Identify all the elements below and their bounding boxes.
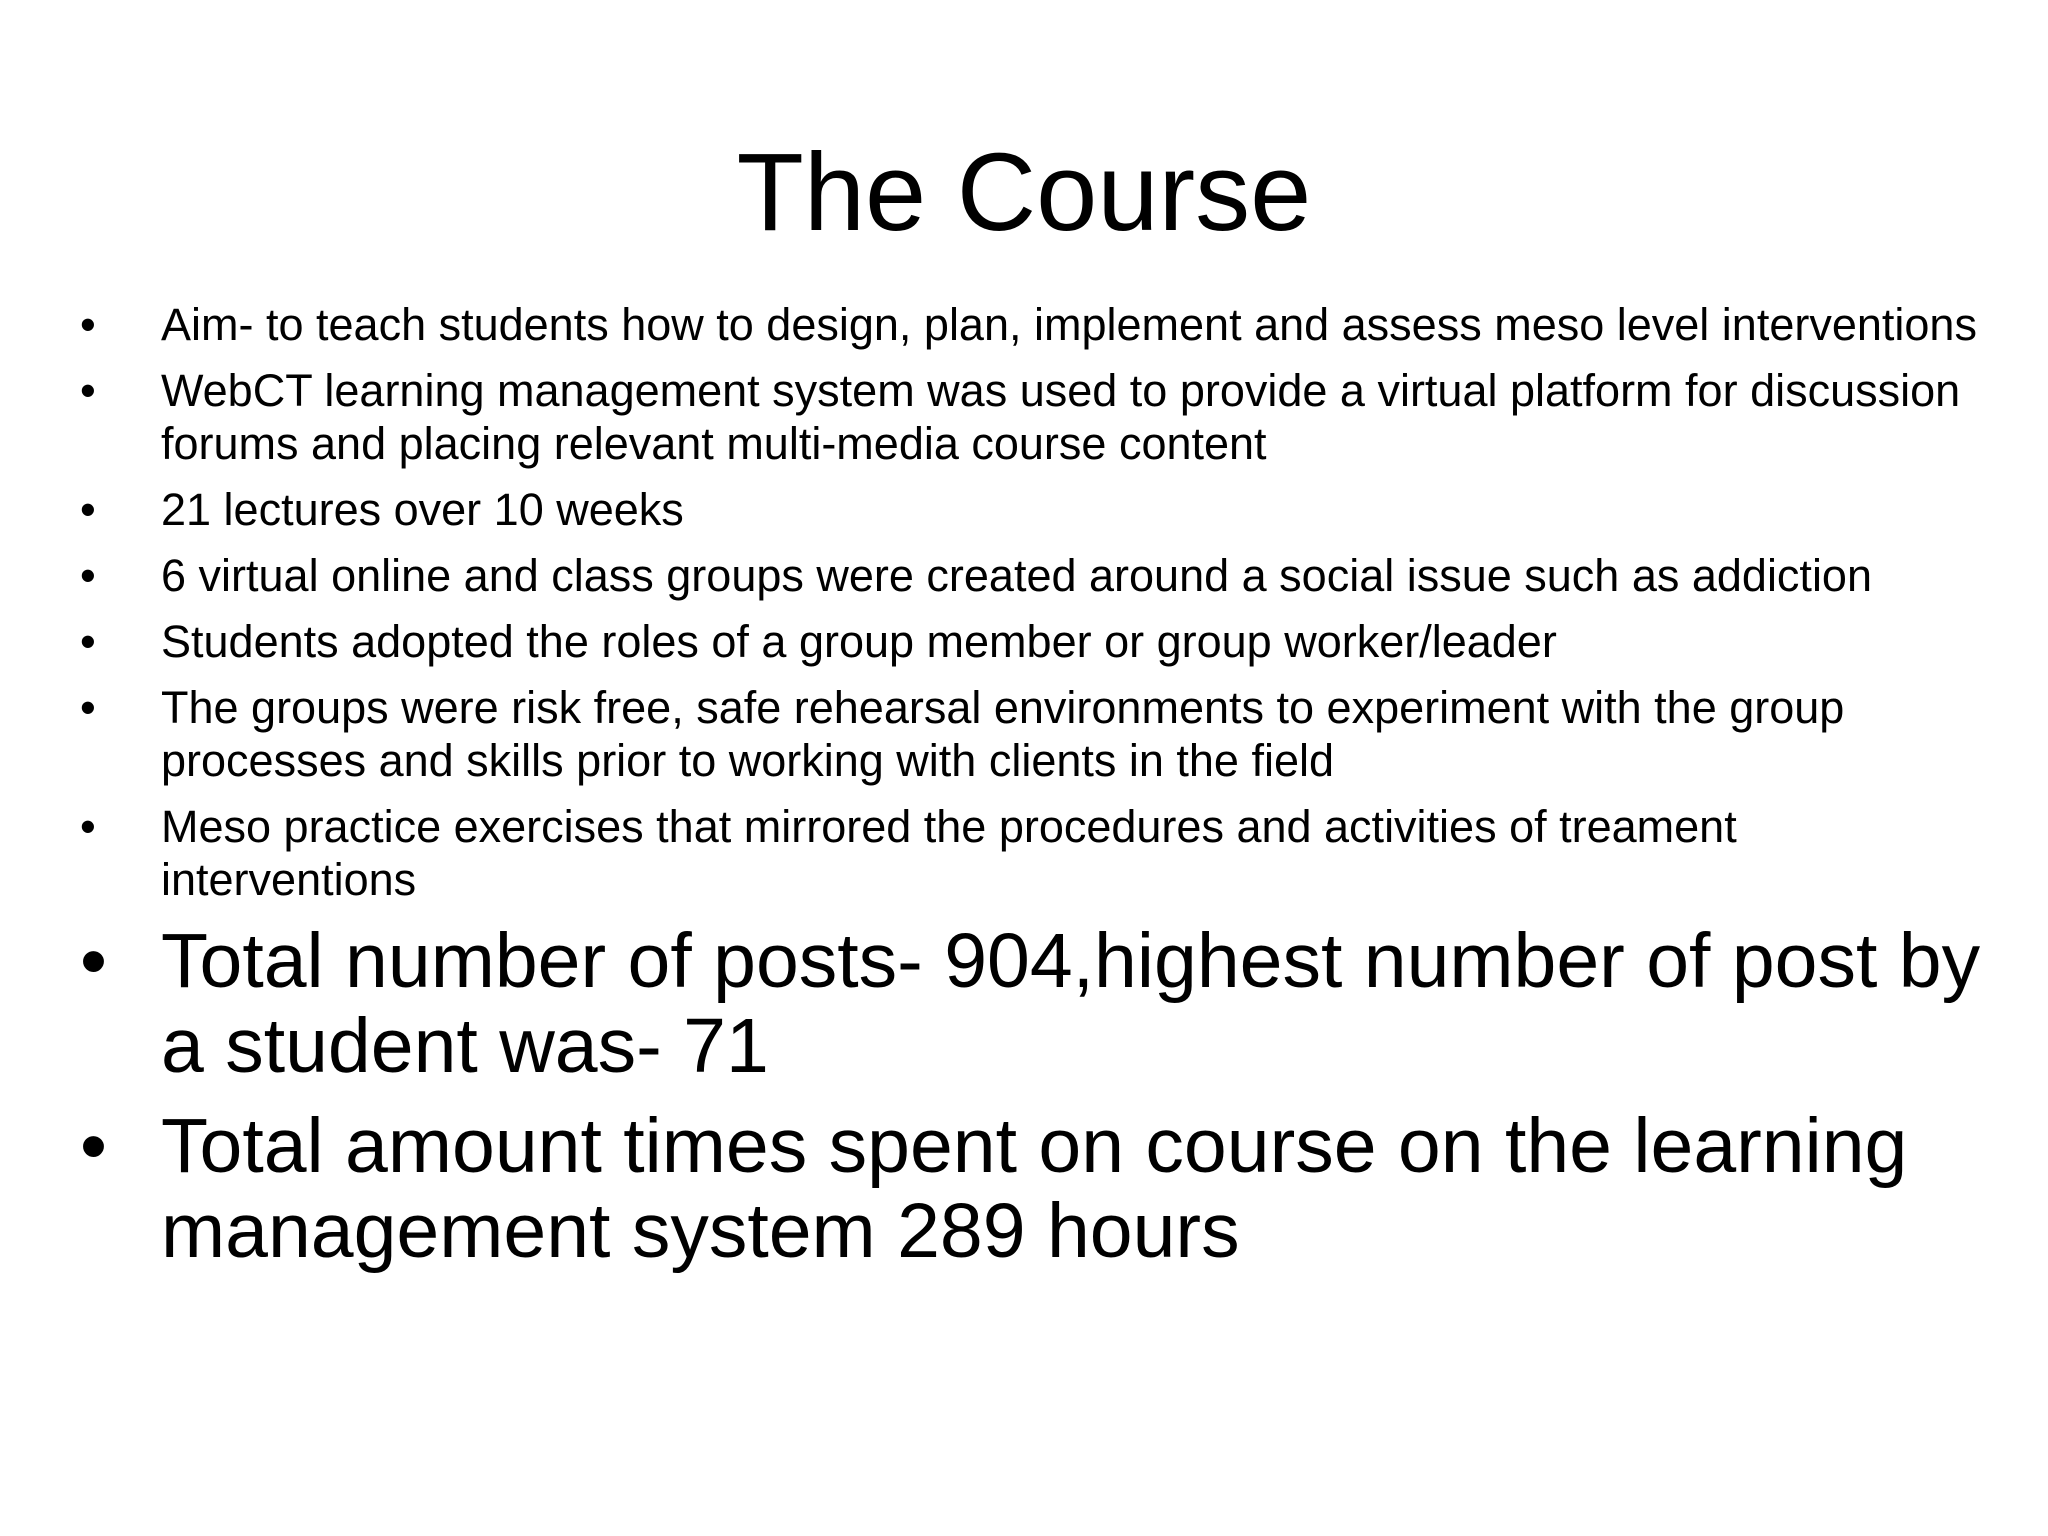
bullet-item-large bbox=[75, 919, 1995, 1089]
bullet-item bbox=[75, 681, 1995, 787]
bullet-item bbox=[75, 298, 1995, 351]
bullet-item bbox=[75, 800, 1995, 906]
bullet-item bbox=[75, 483, 1995, 536]
bullet-list bbox=[75, 298, 1995, 1289]
bullet-item bbox=[75, 364, 1995, 470]
bullet-dot-icon: • bbox=[80, 365, 96, 416]
bullet-text: Aim- to teach students how to design, plan, implement and assess meso level interventions bbox=[161, 299, 1977, 350]
bullet-item bbox=[75, 615, 1995, 668]
bullet-text: Total amount times spent on course on the learning management system 289 hours bbox=[161, 1103, 1908, 1274]
bullet-dot-icon: • bbox=[80, 484, 96, 535]
bullet-dot-icon: • bbox=[80, 616, 96, 667]
bullet-dot-icon: • bbox=[80, 550, 96, 601]
bullet-dot-icon: • bbox=[80, 918, 107, 1004]
bullet-dot-icon: • bbox=[80, 1103, 107, 1189]
bullet-dot-icon: • bbox=[80, 682, 96, 733]
bullet-dot-icon: • bbox=[80, 299, 96, 350]
bullet-text: 21 lectures over 10 weeks bbox=[161, 484, 684, 535]
slide-title: The Course bbox=[736, 131, 1312, 254]
bullet-text: The groups were risk free, safe rehearsal environments to experiment with the group processes and skills prior to working with clients in the field bbox=[161, 682, 1845, 786]
bullet-text: WebCT learning management system was used to provide a virtual platform for discussion forums and placing relevant multi-media course content bbox=[161, 365, 1961, 469]
bullet-item-large bbox=[75, 1104, 1995, 1274]
bullet-text: Students adopted the roles of a group member or group worker/leader bbox=[161, 616, 1557, 667]
bullet-item bbox=[75, 549, 1995, 602]
bullet-dot-icon: • bbox=[80, 801, 96, 852]
bullet-text: Total number of posts- 904,highest number of post by a student was- 71 bbox=[161, 918, 1981, 1089]
bullet-text: 6 virtual online and class groups were created around a social issue such as addiction bbox=[161, 550, 1872, 601]
bullet-text: Meso practice exercises that mirrored the procedures and activities of treament interventions bbox=[161, 801, 1737, 905]
